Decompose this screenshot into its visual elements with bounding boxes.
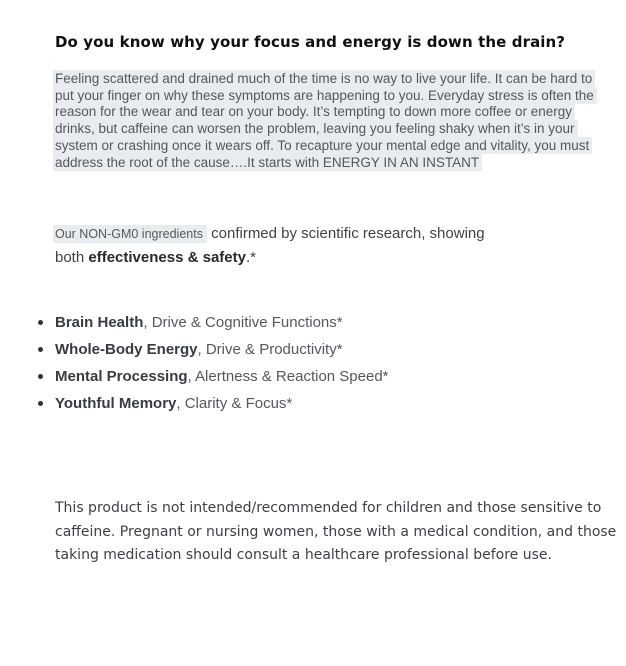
benefit-title: Brain Health — [55, 314, 144, 332]
intro-line — [55, 138, 606, 155]
benefit-item — [55, 395, 606, 412]
intro-line — [55, 155, 606, 172]
intro-line — [55, 104, 606, 121]
benefit-item — [55, 368, 606, 385]
bullet-icon — [38, 401, 43, 406]
highlighted-text: put your finger on why these symptoms are happening to you. Everyday stress is often the — [53, 87, 597, 104]
disclaimer-line: caffeine. Pregnant or nursing women, those with a medical condition, and those — [55, 523, 617, 540]
highlighted-text: reason for the wear and tear on your body. It’s tempting to down more coffee or energy — [53, 103, 575, 120]
disclaimer-line: taking medication should consult a healthcare professional before use. — [55, 547, 552, 564]
highlighted-text: system or crashing once it wears off. To recapture your mental edge and vitality, you must — [53, 137, 592, 154]
benefit-detail: , Clarity & Focus* — [176, 395, 293, 413]
highlighted-ingredients-text: Our NON-GM0 ingredients — [53, 225, 207, 243]
claim-line-1 — [55, 222, 606, 246]
benefit-title: Whole-Body Energy — [55, 341, 198, 359]
headline: Do you know why your focus and energy is down the drain? — [55, 33, 566, 51]
benefit-title: Mental Processing — [55, 368, 188, 386]
disclaimer-line: This product is not intended/recommended for children and those sensitive to — [55, 500, 602, 517]
intro-paragraph — [55, 71, 606, 171]
benefit-detail: , Alertness & Reaction Speed* — [187, 368, 389, 386]
claim-sentence — [55, 222, 606, 270]
benefit-detail: , Drive & Productivity* — [197, 341, 343, 359]
disclaimer-paragraph — [55, 497, 617, 568]
claim-text: confirmed by scientific research, showing — [206, 225, 485, 243]
highlighted-text: drinks, but caffeine can worsen the problem, leaving you feeling shaky when it’s in your — [53, 120, 578, 137]
bullet-icon — [38, 320, 43, 325]
benefit-item — [55, 341, 606, 358]
bullet-icon — [38, 374, 43, 379]
claim-text: .* — [245, 249, 256, 267]
benefit-item — [55, 314, 606, 331]
highlighted-text: address the root of the cause….It starts with ENERGY IN AN INSTANT — [53, 154, 482, 171]
intro-line — [55, 88, 606, 105]
claim-line-2 — [55, 246, 606, 270]
claim-text: both — [55, 249, 89, 267]
benefit-detail: , Drive & Cognitive Functions* — [143, 314, 343, 332]
claim-bold-text: effectiveness & safety — [88, 249, 246, 267]
intro-line — [55, 71, 606, 88]
intro-line — [55, 121, 606, 138]
benefit-title: Youthful Memory — [55, 395, 177, 413]
highlighted-text: Feeling scattered and drained much of the time is no way to live your life. It can be hard to — [53, 70, 595, 87]
benefits-list — [55, 314, 606, 412]
bullet-icon — [38, 347, 43, 352]
